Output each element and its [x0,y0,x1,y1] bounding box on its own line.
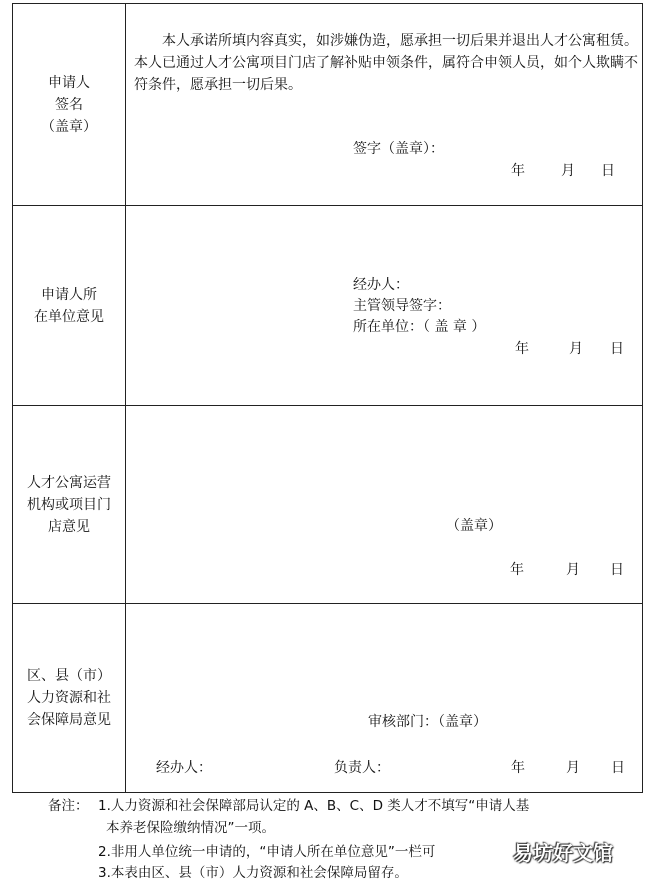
label-line: 申请人 [48,74,90,91]
signature-label: 签字（盖章）： [353,141,444,157]
label-line: 店意见 [48,518,90,535]
leader-signature-label: 主管领导签字： [353,298,451,314]
operator-opinion-label [13,406,126,603]
employer-opinion-row [13,206,642,406]
label-line: 在单位意见 [34,308,104,325]
date-month: 月 [566,760,580,776]
date-day: 日 [610,341,624,357]
date-month: 月 [566,562,580,578]
applicant-signature-row [13,4,642,206]
hr-bureau-opinion-content [126,604,642,792]
handler-label: 经办人： [156,760,212,776]
label-line: 人才公寓运营 [27,474,111,491]
label-line: 机构或项目门 [27,496,111,513]
label-line: 人力资源和社 [27,690,111,706]
label-line: 签名 [55,96,83,113]
applicant-signature-content [126,4,642,205]
note-item-1-line-2: 本养老保险缴纳情况”一项。 [106,820,275,836]
label-line: （盖章） [41,118,97,135]
label-line: 申请人所 [41,286,97,303]
operator-opinion-row [13,406,642,604]
seal-label: （盖章） [446,518,502,534]
date-year: 年 [515,341,529,357]
note-item-2: 2.非用人单位统一申请的，“申请人所在单位意见”一栏可 [98,844,436,860]
date-year: 年 [511,163,525,179]
hr-bureau-opinion-row [13,604,642,792]
note-item-1-line-1: 1.人力资源和社会保障部局认定的 A、B、C、D 类人才不填写“申请人基 [98,798,530,814]
application-form-table [12,3,643,793]
watermark-logo: 易坊好文馆 [513,841,613,865]
date-day: 日 [610,562,624,578]
note-item-3: 3.本表由区、县（市）人力资源和社会保障局留存。 [98,865,408,881]
date-year: 年 [511,760,525,776]
employer-opinion-content [126,206,642,405]
date-month: 月 [561,163,575,179]
responsible-person-label: 负责人： [334,760,390,776]
date-day: 日 [611,760,625,776]
date-year: 年 [510,562,524,578]
applicant-signature-label [13,4,126,205]
unit-seal-label: 所在单位：（ 盖 章 ） [353,319,486,335]
date-month: 月 [569,341,583,357]
handler-label: 经办人： [353,277,409,293]
date-day: 日 [601,163,615,179]
notes-heading: 备注： [48,798,89,814]
label-line: 会保障局意见 [27,712,111,728]
review-department-label: 审核部门：（盖章） [368,714,487,730]
hr-bureau-opinion-label [13,604,126,792]
operator-opinion-content [126,406,642,603]
pledge-text: 本人承诺所填内容真实，如涉嫌伪造，愿承担一切后果并退出人才公寓租赁。本人已通过人才公寓项目门店了解补贴申领条件，属符合申领人员，如个人欺瞒不符条件，愿承担一切后果。 [134,33,638,93]
employer-opinion-label [13,206,126,405]
label-line: 区、县（市） [27,668,111,684]
